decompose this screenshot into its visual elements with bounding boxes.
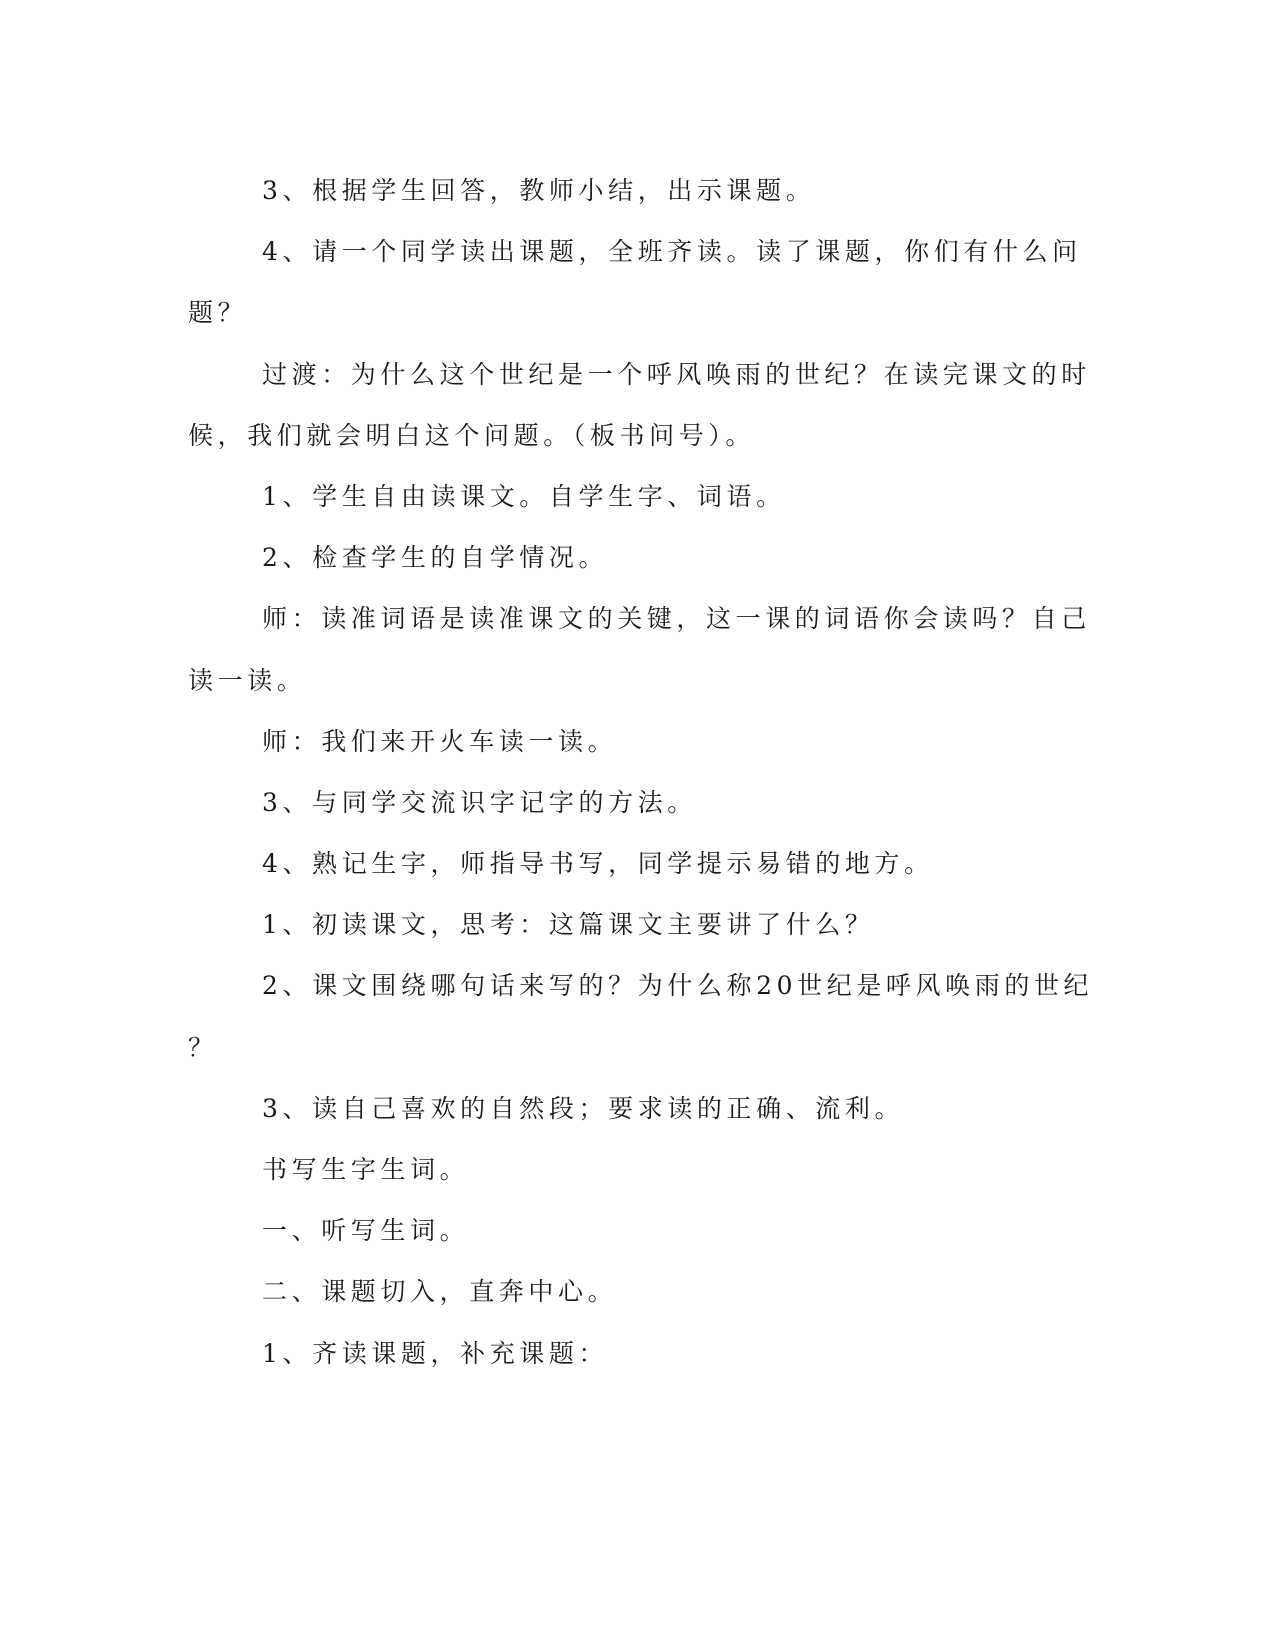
document-body	[188, 160, 1094, 1384]
paragraph-line: 1、初读课文，思考：这篇课文主要讲了什么？	[262, 910, 875, 940]
paragraph-line: ？	[188, 1032, 218, 1062]
paragraph-line: 3、与同学交流识字记字的方法。	[262, 787, 697, 817]
paragraph-line: 一、听写生词。	[262, 1216, 470, 1246]
paragraph-line: 4、熟记生字，师指导书写，同学提示易错的地方。	[262, 849, 934, 879]
paragraph-line: 题？	[188, 298, 248, 328]
paragraph-line: 2、检查学生的自学情况。	[262, 543, 609, 573]
paragraph-line: 候，我们就会明白这个问题。（板书问号）。	[188, 420, 756, 450]
paragraph-line: 2、课文围绕哪句话来写的？为什么称20世纪是呼风唤雨的世纪	[262, 971, 1094, 1001]
paragraph-line: 师：我们来开火车读一读。	[262, 726, 618, 756]
paragraph-line: 读一读。	[188, 665, 307, 695]
paragraph-line: 3、读自己喜欢的自然段；要求读的正确、流利。	[262, 1093, 905, 1123]
paragraph-line: 3、根据学生回答，教师小结，出示课题。	[262, 176, 816, 205]
paragraph-line: 1、齐读课题，补充课题：	[262, 1338, 609, 1368]
paragraph-line: 二、课题切入，直奔中心。	[262, 1277, 618, 1307]
paragraph-line: 4、请一个同学读出课题，全班齐读。读了课题，你们有什么问	[262, 237, 1082, 267]
paragraph-line: 师：读准词语是读准课文的关键，这一课的词语你会读吗？自己	[262, 604, 1091, 634]
paragraph-line: 1、学生自由读课文。自学生字、词语。	[262, 481, 786, 511]
paragraph-line: 过渡：为什么这个世纪是一个呼风唤雨的世纪？在读完课文的时	[262, 359, 1091, 389]
paragraph-line: 书写生字生词。	[262, 1155, 470, 1184]
